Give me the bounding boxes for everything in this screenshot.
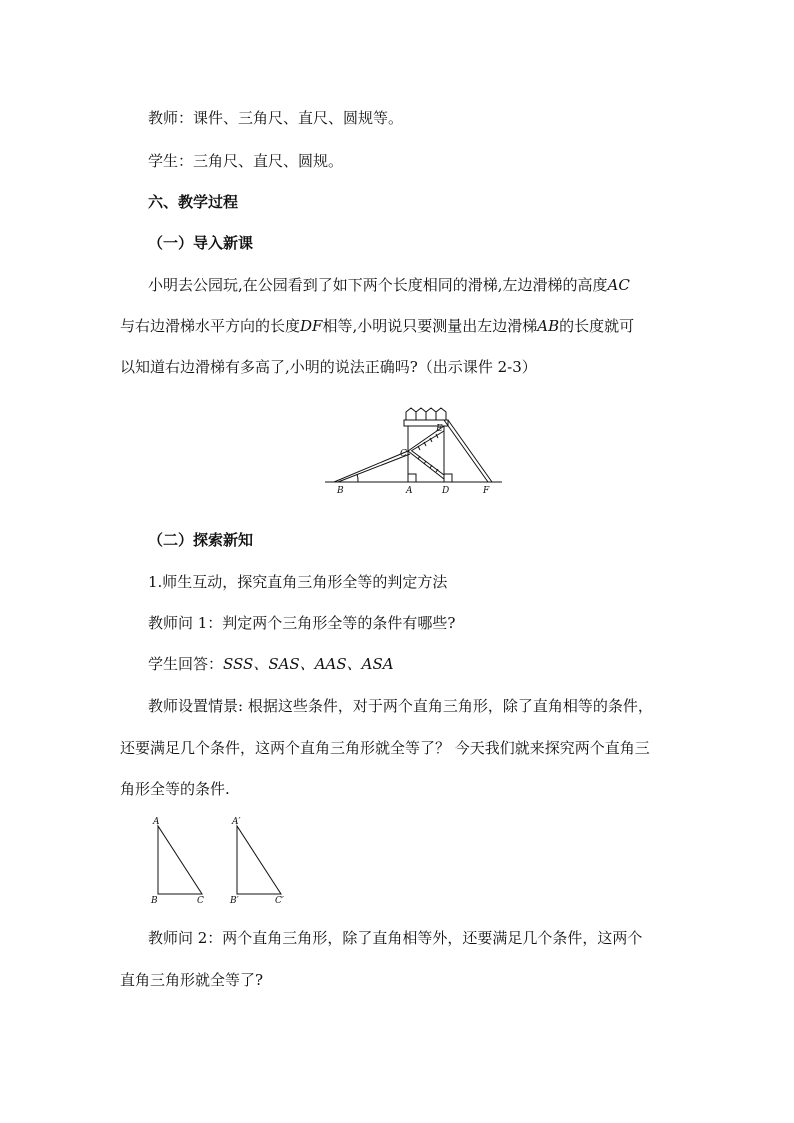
triangle-a2b2c2 <box>237 826 281 894</box>
student-materials: 学生：三角尺、直尺、圆规。 <box>148 152 344 170</box>
label-b: B <box>337 486 344 496</box>
answer-prefix: 学生回答： <box>148 655 224 673</box>
right-triangles-figure <box>145 812 295 910</box>
intro-paragraph-line-2 <box>120 316 634 336</box>
tri2-label-a: A′ <box>232 817 241 827</box>
var-ab: AB <box>537 317 560 335</box>
explore-item-1: 1.师生互动，探究直角三角形全等的判定方法 <box>148 573 448 591</box>
intro-text-2c: 的长度就可 <box>559 317 635 335</box>
intro-text-2a: 与右边滑梯水平方向的长度 <box>120 317 301 335</box>
setting-line-3: 角形全等的条件. <box>120 780 230 798</box>
subsection-heading-explore: （二）探索新知 <box>148 531 254 549</box>
right-slide <box>444 420 488 482</box>
student-answer <box>148 654 394 674</box>
tri1-label-c: C <box>197 896 204 906</box>
tri1-label-a: A <box>153 817 160 827</box>
teacher-question-2-line-2: 直角三角形就全等了? <box>120 971 264 989</box>
tri2-label-c: C′ <box>275 896 284 906</box>
intro-paragraph-line-1 <box>148 275 630 295</box>
label-f: F <box>483 486 490 496</box>
var-df: DF <box>300 317 323 335</box>
slide-figure <box>320 404 505 496</box>
intro-text-1: 小明去公园玩,在公园看到了如下两个长度相同的滑梯,左边滑梯的高度 <box>148 276 608 294</box>
setting-line-1: 教师设置情景: 根据这些条件，对于两个直角三角形，除了直角相等的条件， <box>148 697 653 715</box>
label-c: C <box>400 449 407 459</box>
teacher-question-2-line-1: 教师问 2：两个直角三角形，除了直角相等外，还要满足几个条件，这两个 <box>148 929 643 947</box>
tri1-label-b: B <box>151 896 158 906</box>
subsection-heading-intro: （一）导入新课 <box>148 234 254 252</box>
tri2-label-b: B′ <box>230 896 239 906</box>
label-e: E <box>436 424 443 434</box>
teacher-question-1: 教师问 1：判定两个三角形全等的条件有哪些? <box>148 614 456 632</box>
label-a: A <box>406 486 413 496</box>
intro-text-2b: 相等,小明说只要测量出左边滑梯 <box>322 317 538 335</box>
intro-paragraph-line-3: 以知道右边滑梯有多高了,小明的说法正确吗?（出示课件 2-3） <box>120 358 537 376</box>
answer-conditions: SSS、SAS、AAS、ASA <box>223 655 394 673</box>
var-ac: AC <box>607 276 630 294</box>
triangle-abc <box>158 826 202 894</box>
label-d: D <box>442 486 450 496</box>
setting-line-2: 还要满足几个条件，这两个直角三角形就全等了？ 今天我们就来探究两个直角三 <box>120 739 650 757</box>
section-heading: 六、教学过程 <box>148 193 239 211</box>
left-slide <box>334 451 408 482</box>
teacher-materials: 教师：课件、三角尺、直尺、圆规等。 <box>148 109 404 127</box>
